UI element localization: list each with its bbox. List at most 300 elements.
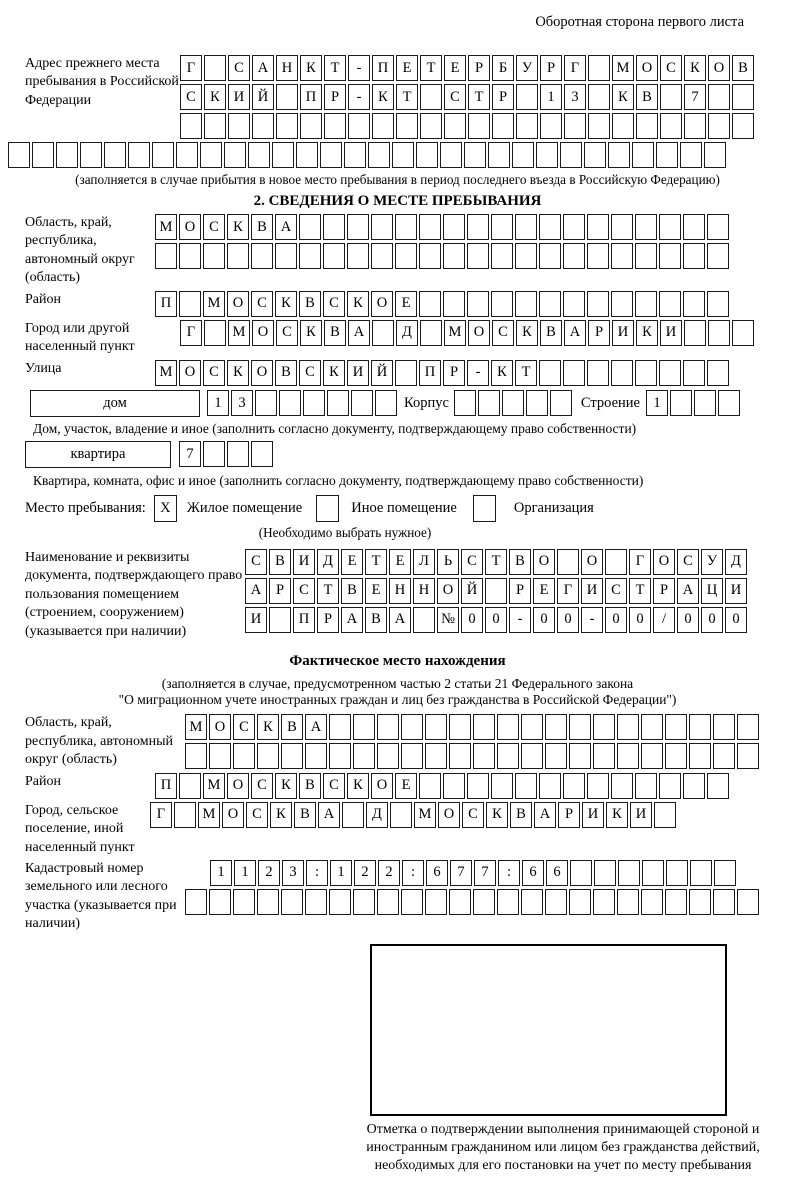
char-cell[interactable] (372, 113, 394, 139)
char-cell[interactable] (413, 607, 435, 633)
char-cell[interactable]: Р (468, 55, 490, 81)
char-cell[interactable]: И (347, 360, 369, 386)
char-cell[interactable] (491, 291, 513, 317)
checkbox-residential[interactable]: X (154, 495, 177, 522)
char-cell[interactable] (654, 802, 676, 828)
char-cell[interactable]: Н (389, 578, 411, 604)
char-cell[interactable] (594, 860, 616, 886)
char-cell[interactable]: П (300, 84, 322, 110)
char-cell[interactable] (305, 743, 327, 769)
char-cell[interactable] (128, 142, 150, 168)
char-cell[interactable]: Т (629, 578, 651, 604)
char-cell[interactable] (179, 243, 201, 269)
char-cell[interactable]: 0 (701, 607, 723, 633)
char-cell[interactable]: 0 (725, 607, 747, 633)
char-cell[interactable] (204, 113, 226, 139)
char-cell[interactable] (176, 142, 198, 168)
char-cell[interactable] (665, 743, 687, 769)
char-cell[interactable] (443, 773, 465, 799)
char-cell[interactable] (707, 243, 729, 269)
char-cell[interactable] (665, 889, 687, 915)
char-cell[interactable] (329, 889, 351, 915)
char-cell[interactable]: 1 (540, 84, 562, 110)
char-cell[interactable] (694, 390, 716, 416)
char-cell[interactable] (704, 142, 726, 168)
char-cell[interactable]: Р (540, 55, 562, 81)
char-cell[interactable]: С (677, 549, 699, 575)
char-cell[interactable] (327, 390, 349, 416)
char-cell[interactable]: С (251, 773, 273, 799)
char-cell[interactable]: Р (588, 320, 610, 346)
char-cell[interactable] (420, 320, 442, 346)
char-cell[interactable] (635, 214, 657, 240)
char-cell[interactable]: 7 (179, 441, 201, 467)
char-cell[interactable]: - (467, 360, 489, 386)
char-cell[interactable]: М (612, 55, 634, 81)
char-cell[interactable] (563, 214, 585, 240)
char-cell[interactable]: О (533, 549, 555, 575)
char-cell[interactable]: : (402, 860, 424, 886)
char-cell[interactable] (478, 390, 500, 416)
char-cell[interactable] (347, 243, 369, 269)
char-cell[interactable]: П (372, 55, 394, 81)
char-cell[interactable] (179, 291, 201, 317)
char-cell[interactable] (491, 773, 513, 799)
char-cell[interactable] (251, 243, 273, 269)
char-cell[interactable] (179, 773, 201, 799)
char-cell[interactable] (497, 743, 519, 769)
char-cell[interactable] (515, 214, 537, 240)
char-cell[interactable]: Т (324, 55, 346, 81)
char-cell[interactable] (281, 743, 303, 769)
char-cell[interactable]: Й (252, 84, 274, 110)
char-cell[interactable] (635, 360, 657, 386)
char-cell[interactable] (425, 743, 447, 769)
char-cell[interactable]: 2 (354, 860, 376, 886)
char-cell[interactable] (440, 142, 462, 168)
char-cell[interactable]: Ь (437, 549, 459, 575)
char-cell[interactable] (419, 291, 441, 317)
char-cell[interactable]: В (294, 802, 316, 828)
char-cell[interactable]: И (581, 578, 603, 604)
char-cell[interactable]: Р (269, 578, 291, 604)
char-cell[interactable] (587, 291, 609, 317)
char-cell[interactable] (303, 390, 325, 416)
char-cell[interactable]: О (636, 55, 658, 81)
char-cell[interactable] (563, 360, 585, 386)
char-cell[interactable] (611, 773, 633, 799)
char-cell[interactable] (563, 243, 585, 269)
char-cell[interactable]: В (509, 549, 531, 575)
char-cell[interactable] (545, 743, 567, 769)
char-cell[interactable] (419, 773, 441, 799)
char-cell[interactable]: К (323, 360, 345, 386)
char-cell[interactable] (401, 714, 423, 740)
char-cell[interactable]: О (437, 578, 459, 604)
checkbox-organization[interactable] (473, 495, 496, 522)
char-cell[interactable] (588, 84, 610, 110)
char-cell[interactable] (392, 142, 414, 168)
char-cell[interactable]: В (324, 320, 346, 346)
char-cell[interactable] (540, 113, 562, 139)
char-cell[interactable]: С (492, 320, 514, 346)
char-cell[interactable] (272, 142, 294, 168)
char-cell[interactable] (275, 243, 297, 269)
char-cell[interactable]: - (509, 607, 531, 633)
char-cell[interactable] (224, 142, 246, 168)
char-cell[interactable] (467, 243, 489, 269)
char-cell[interactable]: К (300, 320, 322, 346)
char-cell[interactable]: Е (395, 773, 417, 799)
char-cell[interactable]: О (251, 360, 273, 386)
char-cell[interactable]: Р (492, 84, 514, 110)
char-cell[interactable] (252, 113, 274, 139)
char-cell[interactable]: 2 (258, 860, 280, 886)
char-cell[interactable]: О (227, 773, 249, 799)
char-cell[interactable]: О (209, 714, 231, 740)
char-cell[interactable] (401, 743, 423, 769)
char-cell[interactable]: С (233, 714, 255, 740)
char-cell[interactable]: - (348, 84, 370, 110)
char-cell[interactable]: Е (341, 549, 363, 575)
char-cell[interactable] (276, 84, 298, 110)
char-cell[interactable]: О (371, 291, 393, 317)
char-cell[interactable]: К (684, 55, 706, 81)
char-cell[interactable] (473, 743, 495, 769)
char-cell[interactable] (713, 714, 735, 740)
char-cell[interactable] (305, 889, 327, 915)
char-cell[interactable]: Е (444, 55, 466, 81)
char-cell[interactable] (670, 390, 692, 416)
char-cell[interactable] (569, 714, 591, 740)
char-cell[interactable]: К (372, 84, 394, 110)
char-cell[interactable] (473, 889, 495, 915)
char-cell[interactable] (449, 889, 471, 915)
char-cell[interactable]: В (510, 802, 532, 828)
char-cell[interactable]: В (281, 714, 303, 740)
char-cell[interactable]: О (468, 320, 490, 346)
char-cell[interactable] (375, 390, 397, 416)
char-cell[interactable]: М (185, 714, 207, 740)
char-cell[interactable]: 1 (207, 390, 229, 416)
char-cell[interactable] (323, 214, 345, 240)
char-cell[interactable] (659, 773, 681, 799)
char-cell[interactable] (588, 55, 610, 81)
char-cell[interactable] (560, 142, 582, 168)
char-cell[interactable] (255, 390, 277, 416)
char-cell[interactable] (521, 743, 543, 769)
char-cell[interactable] (329, 714, 351, 740)
char-cell[interactable] (203, 441, 225, 467)
char-cell[interactable] (707, 773, 729, 799)
char-cell[interactable] (425, 889, 447, 915)
char-cell[interactable]: 6 (426, 860, 448, 886)
char-cell[interactable]: 7 (684, 84, 706, 110)
char-cell[interactable]: Р (653, 578, 675, 604)
char-cell[interactable] (708, 84, 730, 110)
char-cell[interactable] (395, 214, 417, 240)
char-cell[interactable] (612, 113, 634, 139)
char-cell[interactable]: Б (492, 55, 514, 81)
char-cell[interactable]: С (180, 84, 202, 110)
char-cell[interactable] (656, 142, 678, 168)
char-cell[interactable] (395, 243, 417, 269)
char-cell[interactable]: К (636, 320, 658, 346)
char-cell[interactable] (488, 142, 510, 168)
char-cell[interactable]: 2 (378, 860, 400, 886)
char-cell[interactable]: С (462, 802, 484, 828)
char-cell[interactable]: Т (468, 84, 490, 110)
char-cell[interactable] (659, 214, 681, 240)
char-cell[interactable]: 0 (629, 607, 651, 633)
char-cell[interactable]: Д (366, 802, 388, 828)
char-cell[interactable]: С (203, 214, 225, 240)
char-cell[interactable] (204, 320, 226, 346)
char-cell[interactable]: П (155, 291, 177, 317)
char-cell[interactable] (419, 214, 441, 240)
char-cell[interactable] (497, 714, 519, 740)
char-cell[interactable] (605, 549, 627, 575)
char-cell[interactable] (659, 243, 681, 269)
char-cell[interactable]: И (660, 320, 682, 346)
char-cell[interactable] (617, 889, 639, 915)
char-cell[interactable]: К (347, 291, 369, 317)
char-cell[interactable] (512, 142, 534, 168)
char-cell[interactable]: - (348, 55, 370, 81)
char-cell[interactable]: С (246, 802, 268, 828)
char-cell[interactable]: А (348, 320, 370, 346)
char-cell[interactable]: Р (509, 578, 531, 604)
char-cell[interactable] (617, 743, 639, 769)
char-cell[interactable] (713, 743, 735, 769)
char-cell[interactable] (443, 214, 465, 240)
char-cell[interactable]: С (276, 320, 298, 346)
char-cell[interactable]: Ц (701, 578, 723, 604)
char-cell[interactable]: А (389, 607, 411, 633)
char-cell[interactable]: И (612, 320, 634, 346)
char-cell[interactable] (368, 142, 390, 168)
char-cell[interactable] (185, 743, 207, 769)
char-cell[interactable] (324, 113, 346, 139)
char-cell[interactable] (209, 743, 231, 769)
char-cell[interactable] (550, 390, 572, 416)
char-cell[interactable] (539, 243, 561, 269)
char-cell[interactable]: М (228, 320, 250, 346)
char-cell[interactable]: Р (558, 802, 580, 828)
char-cell[interactable]: А (318, 802, 340, 828)
char-cell[interactable]: 3 (231, 390, 253, 416)
char-cell[interactable]: 1 (210, 860, 232, 886)
char-cell[interactable] (563, 773, 585, 799)
char-cell[interactable] (200, 142, 222, 168)
char-cell[interactable] (502, 390, 524, 416)
char-cell[interactable]: В (365, 607, 387, 633)
char-cell[interactable] (515, 773, 537, 799)
char-cell[interactable]: П (293, 607, 315, 633)
char-cell[interactable]: И (582, 802, 604, 828)
char-cell[interactable] (377, 743, 399, 769)
char-cell[interactable] (659, 291, 681, 317)
char-cell[interactable] (227, 441, 249, 467)
char-cell[interactable]: М (198, 802, 220, 828)
char-cell[interactable] (420, 113, 442, 139)
char-cell[interactable]: С (444, 84, 466, 110)
char-cell[interactable] (608, 142, 630, 168)
char-cell[interactable] (708, 113, 730, 139)
char-cell[interactable]: М (203, 291, 225, 317)
char-cell[interactable] (683, 291, 705, 317)
char-cell[interactable] (491, 243, 513, 269)
char-cell[interactable] (491, 214, 513, 240)
char-cell[interactable] (545, 714, 567, 740)
char-cell[interactable] (443, 243, 465, 269)
char-cell[interactable]: Т (365, 549, 387, 575)
char-cell[interactable]: Р (324, 84, 346, 110)
char-cell[interactable] (689, 714, 711, 740)
char-cell[interactable]: К (275, 773, 297, 799)
char-cell[interactable] (204, 55, 226, 81)
char-cell[interactable]: Г (150, 802, 172, 828)
char-cell[interactable]: К (204, 84, 226, 110)
char-cell[interactable]: С (293, 578, 315, 604)
char-cell[interactable] (569, 889, 591, 915)
char-cell[interactable] (587, 360, 609, 386)
char-cell[interactable]: О (653, 549, 675, 575)
char-cell[interactable] (593, 889, 615, 915)
char-cell[interactable] (377, 889, 399, 915)
char-cell[interactable]: С (299, 360, 321, 386)
char-cell[interactable]: Е (365, 578, 387, 604)
char-cell[interactable]: Т (317, 578, 339, 604)
char-cell[interactable]: : (306, 860, 328, 886)
char-cell[interactable] (425, 714, 447, 740)
char-cell[interactable] (395, 360, 417, 386)
apartment-type-box[interactable]: квартира (25, 441, 171, 468)
char-cell[interactable]: Г (557, 578, 579, 604)
char-cell[interactable]: А (252, 55, 274, 81)
char-cell[interactable] (539, 773, 561, 799)
char-cell[interactable] (516, 84, 538, 110)
char-cell[interactable]: О (222, 802, 244, 828)
char-cell[interactable]: С (660, 55, 682, 81)
char-cell[interactable]: Е (395, 291, 417, 317)
char-cell[interactable]: С (228, 55, 250, 81)
char-cell[interactable] (641, 889, 663, 915)
char-cell[interactable] (323, 243, 345, 269)
char-cell[interactable]: 7 (474, 860, 496, 886)
char-cell[interactable]: 0 (677, 607, 699, 633)
char-cell[interactable]: Т (396, 84, 418, 110)
char-cell[interactable]: 0 (557, 607, 579, 633)
char-cell[interactable] (467, 214, 489, 240)
char-cell[interactable] (80, 142, 102, 168)
char-cell[interactable]: В (341, 578, 363, 604)
char-cell[interactable] (632, 142, 654, 168)
char-cell[interactable] (174, 802, 196, 828)
char-cell[interactable]: Р (317, 607, 339, 633)
char-cell[interactable]: А (305, 714, 327, 740)
char-cell[interactable] (659, 360, 681, 386)
char-cell[interactable] (155, 243, 177, 269)
char-cell[interactable]: О (179, 360, 201, 386)
char-cell[interactable] (611, 291, 633, 317)
char-cell[interactable] (515, 243, 537, 269)
char-cell[interactable]: М (444, 320, 466, 346)
char-cell[interactable] (732, 84, 754, 110)
char-cell[interactable] (257, 889, 279, 915)
char-cell[interactable] (56, 142, 78, 168)
char-cell[interactable]: А (677, 578, 699, 604)
char-cell[interactable] (401, 889, 423, 915)
char-cell[interactable] (570, 860, 592, 886)
char-cell[interactable]: И (725, 578, 747, 604)
char-cell[interactable] (737, 743, 759, 769)
char-cell[interactable]: Г (564, 55, 586, 81)
char-cell[interactable] (641, 714, 663, 740)
char-cell[interactable]: Т (420, 55, 442, 81)
char-cell[interactable]: - (581, 607, 603, 633)
char-cell[interactable] (348, 113, 370, 139)
char-cell[interactable]: О (179, 214, 201, 240)
char-cell[interactable] (587, 214, 609, 240)
char-cell[interactable] (419, 243, 441, 269)
char-cell[interactable] (587, 243, 609, 269)
char-cell[interactable] (732, 113, 754, 139)
char-cell[interactable] (353, 889, 375, 915)
char-cell[interactable] (593, 714, 615, 740)
char-cell[interactable] (353, 743, 375, 769)
char-cell[interactable] (684, 113, 706, 139)
char-cell[interactable] (660, 84, 682, 110)
char-cell[interactable]: С (323, 291, 345, 317)
char-cell[interactable]: А (341, 607, 363, 633)
char-cell[interactable] (248, 142, 270, 168)
char-cell[interactable]: 1 (330, 860, 352, 886)
char-cell[interactable]: С (461, 549, 483, 575)
char-cell[interactable] (320, 142, 342, 168)
char-cell[interactable] (344, 142, 366, 168)
char-cell[interactable] (526, 390, 548, 416)
char-cell[interactable]: К (486, 802, 508, 828)
char-cell[interactable]: Д (396, 320, 418, 346)
char-cell[interactable] (227, 243, 249, 269)
char-cell[interactable]: О (438, 802, 460, 828)
char-cell[interactable]: С (251, 291, 273, 317)
char-cell[interactable]: 1 (646, 390, 668, 416)
char-cell[interactable]: В (540, 320, 562, 346)
char-cell[interactable] (635, 291, 657, 317)
char-cell[interactable] (737, 714, 759, 740)
char-cell[interactable]: К (516, 320, 538, 346)
char-cell[interactable] (467, 773, 489, 799)
char-cell[interactable]: Е (533, 578, 555, 604)
char-cell[interactable]: И (228, 84, 250, 110)
char-cell[interactable] (203, 243, 225, 269)
char-cell[interactable] (180, 113, 202, 139)
char-cell[interactable] (611, 360, 633, 386)
char-cell[interactable] (545, 889, 567, 915)
char-cell[interactable] (690, 860, 712, 886)
char-cell[interactable]: Й (461, 578, 483, 604)
char-cell[interactable] (233, 889, 255, 915)
char-cell[interactable]: К (300, 55, 322, 81)
char-cell[interactable]: К (275, 291, 297, 317)
char-cell[interactable] (642, 860, 664, 886)
char-cell[interactable]: К (227, 360, 249, 386)
char-cell[interactable] (557, 549, 579, 575)
char-cell[interactable] (713, 889, 735, 915)
char-cell[interactable]: 0 (485, 607, 507, 633)
